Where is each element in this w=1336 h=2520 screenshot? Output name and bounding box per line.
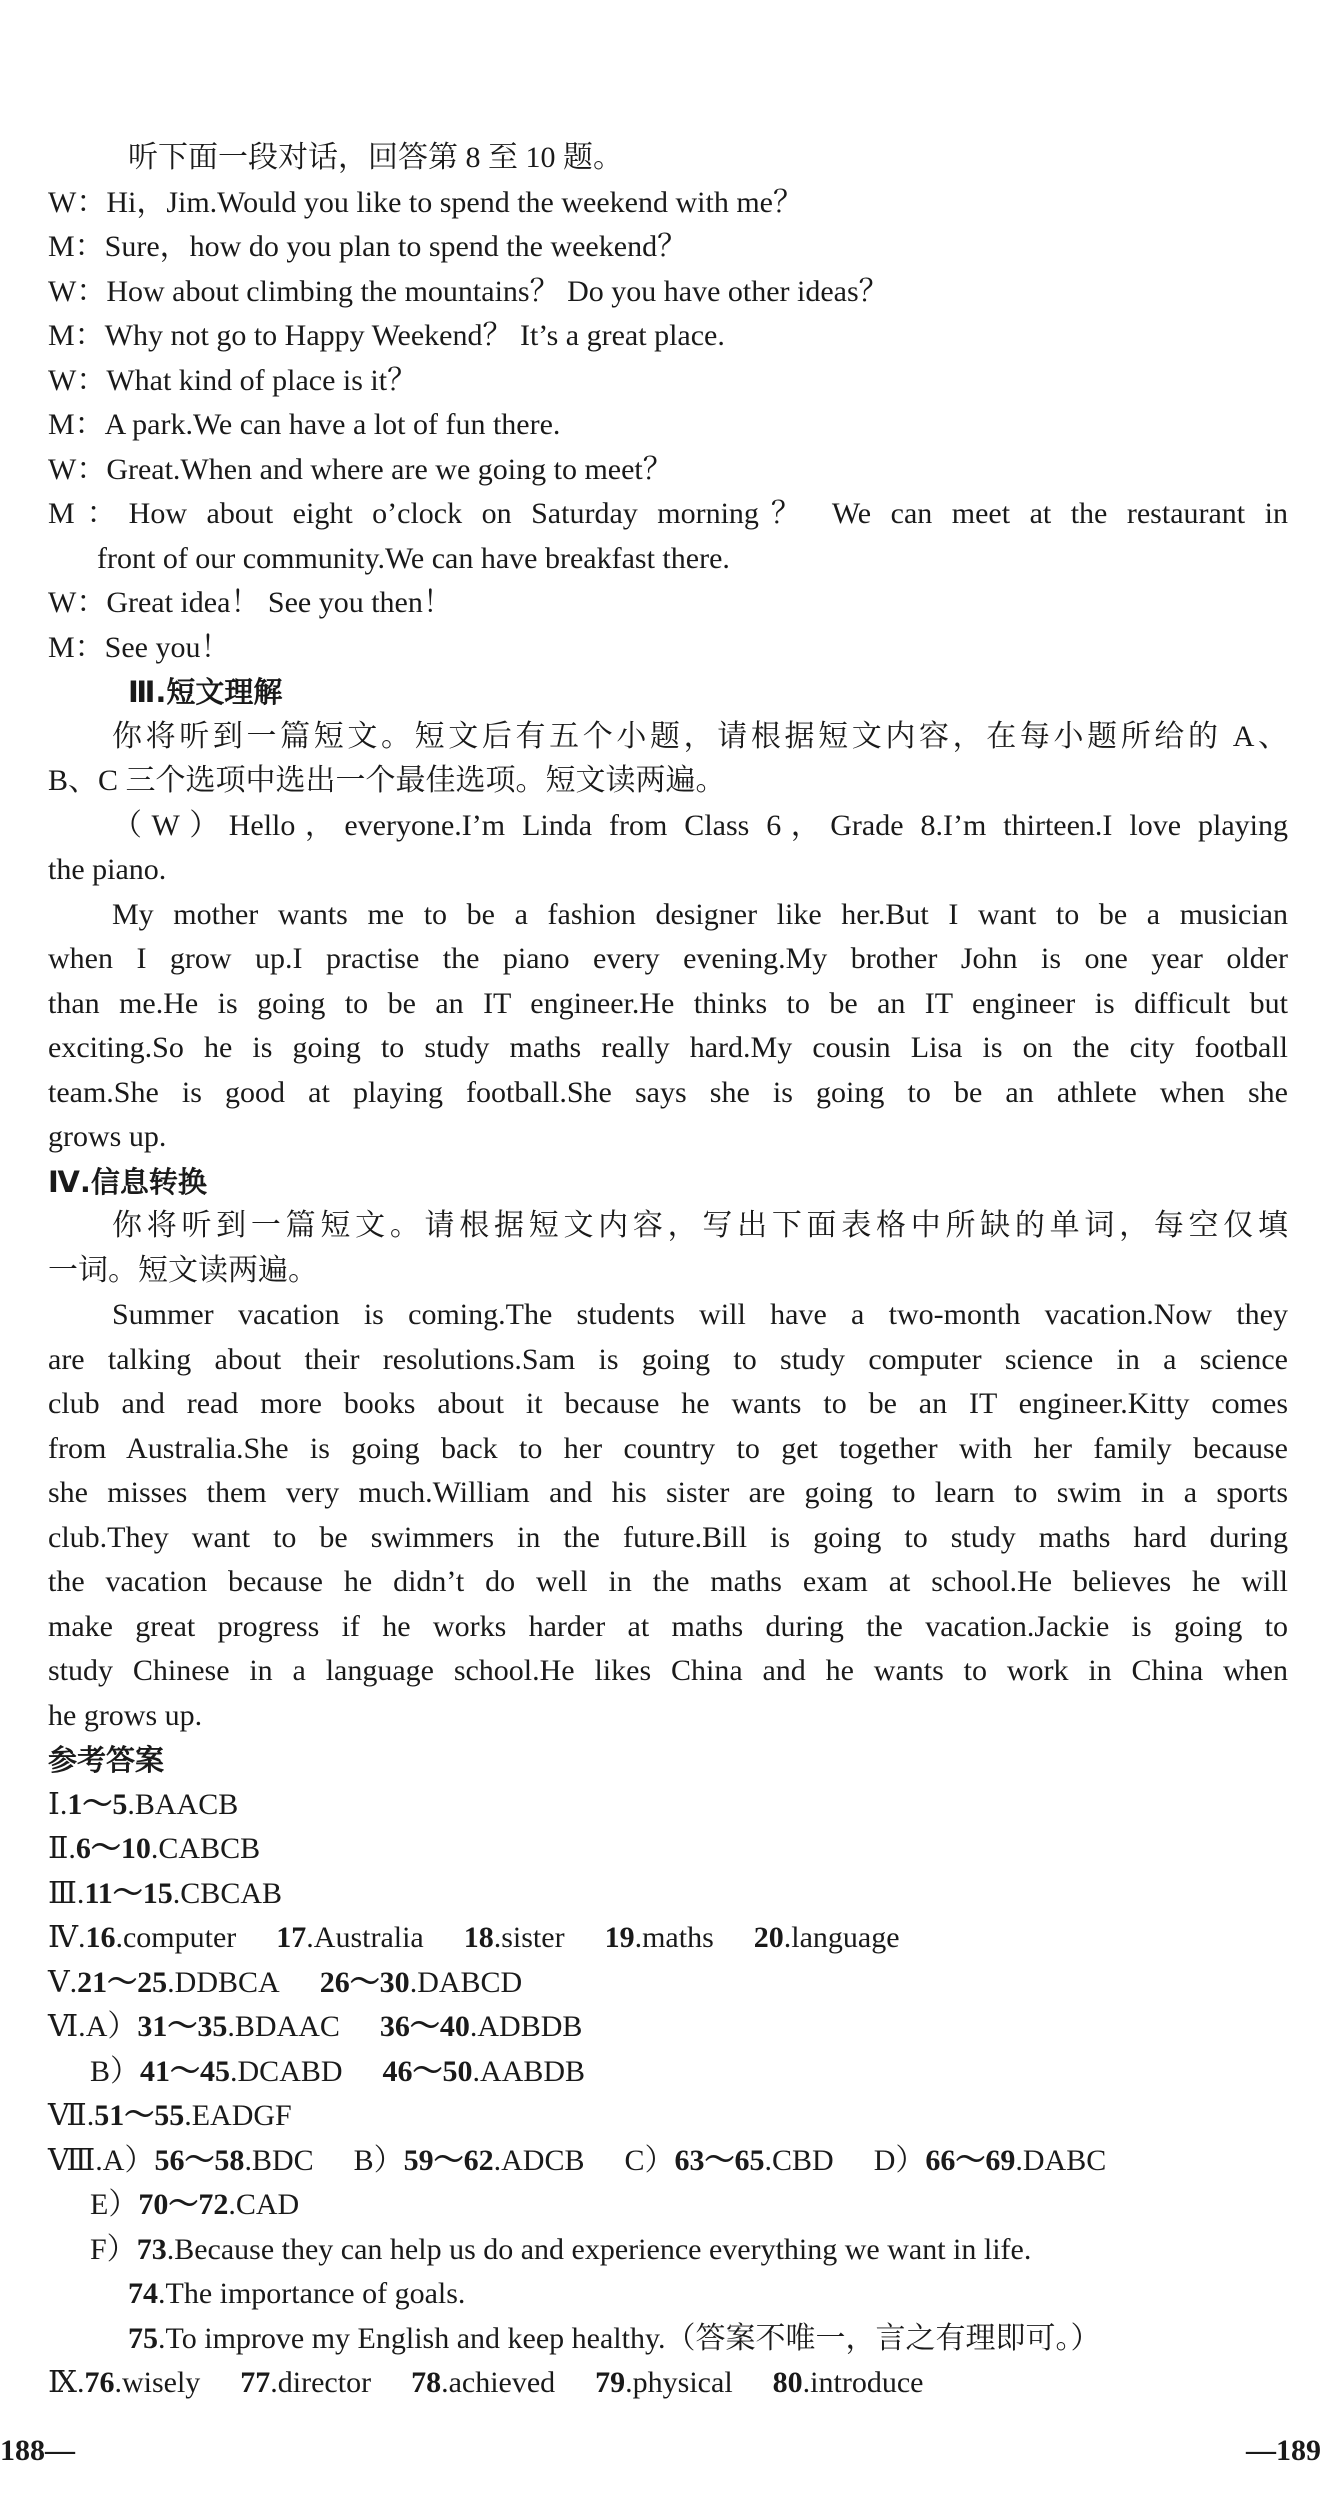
dialog-line: W：Hi，Jim.Would you like to spend the weekend with me？ [48, 185, 803, 219]
dialog-line: W：Great.When and where are we going to meet？ [48, 452, 673, 486]
answer-letters: .CBD [764, 2143, 834, 2177]
passage-line: （W）Hello，everyone.I’m Linda from Class 6，Grade 8.I’m thirteen.I love playing [112, 808, 1288, 842]
answer-sentence: .Because they can help us do and experience everything we want in life. [166, 2232, 1032, 2266]
passage-line: the piano. [48, 853, 167, 886]
answer-row-74 [48, 2272, 1288, 2317]
passage-line: Summer vacation is coming.The students will have a two-month vacation.Now they [112, 1298, 1288, 1331]
dialog-line: W：Great idea！ See you then！ [48, 586, 453, 619]
question-number: 19 [604, 1921, 635, 1954]
answer-word: .wisely [114, 2366, 201, 2399]
answer-row-1 [48, 1783, 1288, 1828]
answer-row-8 [48, 2139, 1288, 2184]
dialog-intro: 听下面一段对话，回答第 8 至 10 题。 [128, 141, 623, 174]
answer-letters: .ADBDB [469, 2010, 583, 2043]
answer-letters: .ADCB [493, 2143, 585, 2177]
part-label: B） [353, 2143, 404, 2177]
answer-letters: .CBCAB [172, 1876, 283, 1910]
question-range: 59～62 [403, 2143, 494, 2177]
question-range: 6～10 [75, 1832, 151, 1865]
answer-row-8e [48, 2183, 1288, 2228]
answer-row-3 [48, 1872, 1288, 1917]
answer-word: .language [783, 1921, 900, 1954]
question-range: 31～35 [137, 2010, 228, 2043]
answers-title: 参考答案 [48, 1743, 165, 1777]
dialog-line: W：How about climbing the mountains？ Do you have other ideas？ [48, 274, 889, 308]
passage-line: make great progress if he works harder at maths during the vacation.Jackie is going to [48, 1609, 1288, 1643]
question-number: 76 [84, 2366, 115, 2399]
section-instructions: 你将听到一篇短文。短文后有五个小题，请根据短文内容，在每小题所给的 A、 [112, 719, 1288, 753]
question-number: 79 [595, 2366, 626, 2399]
passage-line: study Chinese in a language school.He likes China and he wants to work in China when [48, 1654, 1288, 1687]
passage-line: club.They want to be swimmers in the future.Bill is going to study maths hard during [48, 1520, 1288, 1554]
section-instructions: 你将听到一篇短文。请根据短文内容，写出下面表格中所缺的单词，每空仅填 [112, 1209, 1288, 1242]
section-title: Ⅲ.短文理解 [128, 675, 283, 709]
answer-word: .Australia [306, 1921, 424, 1954]
question-number: 17 [276, 1921, 307, 1954]
passage-line: he grows up. [48, 1698, 203, 1732]
question-range: 1～5 [67, 1787, 128, 1821]
question-number: 20 [753, 1921, 784, 1954]
roman-numeral: Ⅸ. [48, 2366, 85, 2399]
part-label: B） [90, 2054, 141, 2088]
question-range: 26～30 [319, 1965, 410, 1999]
dialog-line: M：A park.We can have a lot of fun there. [48, 408, 561, 441]
passage-line: from Australia.She is going back to her country to get together with her family because [48, 1431, 1288, 1465]
part-label: F） [90, 2232, 137, 2266]
answer-row-6b [48, 2050, 1288, 2095]
answer-row-2 [48, 1827, 1288, 1872]
question-number: 78 [411, 2366, 442, 2399]
roman-numeral: Ⅴ. [48, 1965, 78, 1999]
answer-letters: .BAACB [127, 1787, 239, 1821]
answer-word: .introduce [802, 2366, 924, 2399]
answer-letters: .BDAAC [227, 2010, 340, 2043]
answer-row-5 [48, 1961, 1288, 2006]
answer-word: .physical [625, 2366, 733, 2399]
answer-sentence: .To improve my English and keep healthy.（答案不唯一，言之有理即可。） [158, 2321, 1101, 2355]
question-number: 18 [463, 1921, 494, 1954]
part-label: D） [873, 2143, 926, 2177]
answer-word: .sister [493, 1921, 565, 1954]
passage-line: exciting.So he is going to study maths really hard.My cousin Lisa is on the city football [48, 1031, 1288, 1064]
answer-word: .director [270, 2366, 372, 2399]
passage-line: than me.He is going to be an IT engineer.He thinks to be an IT engineer is difficult but [48, 986, 1288, 1020]
answer-letters: .AABDB [472, 2054, 586, 2088]
roman-numeral: Ⅰ. [48, 1787, 68, 1821]
roman-numeral: Ⅶ. [48, 2099, 95, 2132]
answer-letters: .DABC [1015, 2143, 1107, 2177]
passage-line: club and read more books about it because he wants to be an IT engineer.Kitty comes [48, 1387, 1288, 1420]
roman-numeral: Ⅱ. [48, 1832, 76, 1865]
page-content [48, 136, 1288, 2406]
roman-numeral: Ⅵ. [48, 2010, 86, 2043]
question-range: 46～50 [382, 2054, 473, 2088]
page-number-right: —189 [1246, 2434, 1321, 2467]
roman-numeral: Ⅳ. [48, 1921, 86, 1954]
dialog-line: front of our community.We can have breakfast there. [97, 541, 730, 575]
answer-letters: .BDC [244, 2143, 314, 2177]
passage-line: are talking about their resolutions.Sam is going to study computer science in a science [48, 1342, 1288, 1376]
dialog-line: W：What kind of place is it？ [48, 363, 418, 397]
answer-word: .maths [634, 1921, 714, 1954]
question-range: 70～72 [138, 2188, 229, 2221]
question-range: 41～45 [140, 2054, 231, 2088]
answer-row-75 [48, 2317, 1288, 2362]
passage-line: she misses them very much.William and his sister are going to learn to swim in a sports [48, 1476, 1288, 1509]
page-number-left: 188— [0, 2434, 75, 2467]
dialog-line: M：Why not go to Happy Weekend？ It’s a great place. [48, 319, 725, 352]
answer-letters: .DCABD [230, 2054, 343, 2088]
roman-numeral: Ⅷ. [48, 2143, 103, 2177]
question-range: 56～58 [154, 2143, 245, 2177]
answer-row-6a [48, 2005, 1288, 2050]
answer-row-7 [48, 2094, 1288, 2139]
part-label: A） [102, 2143, 155, 2177]
answer-letters: .EADGF [184, 2099, 292, 2132]
question-number: 74 [128, 2277, 158, 2310]
section-instructions: B、C 三个选项中选出一个最佳选项。短文读两遍。 [48, 764, 726, 797]
answer-word: .computer [115, 1921, 237, 1954]
answer-row-9 [48, 2361, 1288, 2406]
question-number: 16 [85, 1921, 116, 1954]
passage-line: grows up. [48, 1120, 167, 1153]
dialog-line: M：How about eight o’clock on Saturday morning？ We can meet at the restaurant in [48, 497, 1288, 530]
answer-sentence: .The importance of goals. [158, 2277, 466, 2310]
passage-line: team.She is good at playing football.She says she is going to be an athlete when she [48, 1075, 1288, 1109]
answer-letters: .CAD [228, 2188, 300, 2221]
answer-row-8f [48, 2228, 1288, 2273]
dialog-line: M：See you！ [48, 630, 231, 664]
roman-numeral: Ⅲ. [48, 1876, 85, 1910]
passage-line: the vacation because he didn’t do well in the maths exam at school.He believes he will [48, 1565, 1288, 1598]
question-range: 66～69 [925, 2143, 1016, 2177]
question-range: 36～40 [379, 2010, 470, 2043]
part-label: E） [90, 2188, 139, 2221]
passage-line: when I grow up.I practise the piano every evening.My brother John is one year older [48, 942, 1288, 975]
answer-letters: .DABCD [409, 1965, 523, 1999]
answer-letters: .DDBCA [167, 1965, 280, 1999]
question-range: 51～55 [94, 2099, 185, 2132]
question-number: 80 [772, 2366, 803, 2399]
question-number: 77 [240, 2366, 271, 2399]
question-number: 75 [128, 2321, 158, 2355]
question-range: 21～25 [77, 1965, 168, 1999]
section-title: Ⅳ.信息转换 [48, 1164, 207, 1199]
part-label: A） [85, 2010, 138, 2043]
question-number: 73 [136, 2232, 167, 2266]
passage-line: My mother wants me to be a fashion designer like her.But I want to be a musician [112, 897, 1288, 931]
part-label: C） [624, 2143, 675, 2177]
question-range: 63～65 [674, 2143, 765, 2177]
answer-row-4 [48, 1916, 1288, 1961]
section-instructions: 一词。短文读两遍。 [48, 1253, 318, 1287]
dialog-line: M：Sure，how do you plan to spend the weekend？ [48, 230, 688, 263]
answer-letters: .CABCB [150, 1832, 261, 1865]
answer-word: .achieved [441, 2366, 556, 2399]
question-range: 11～15 [84, 1876, 173, 1910]
